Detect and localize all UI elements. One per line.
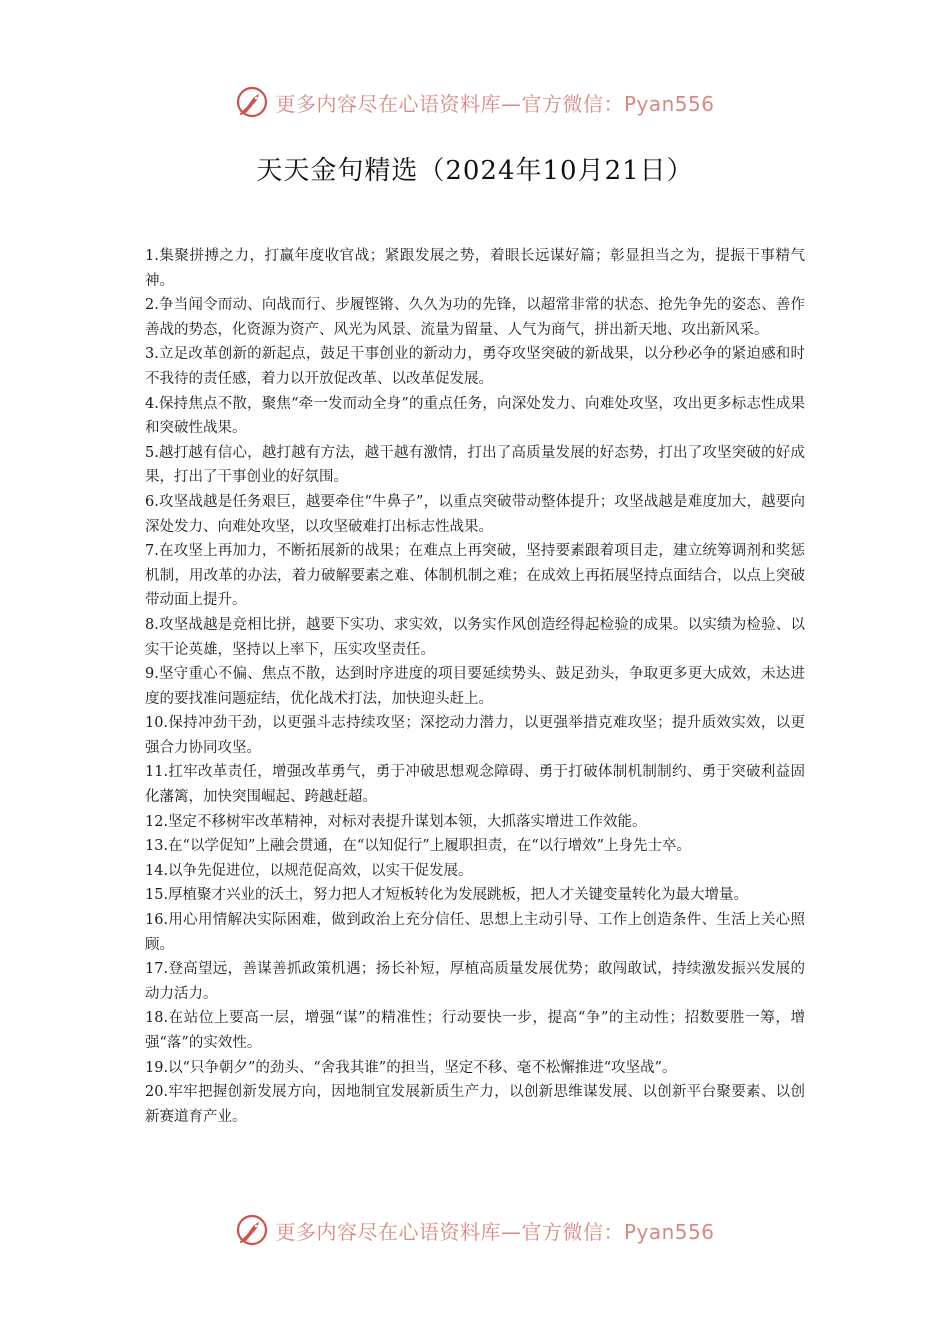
- list-item: 6.攻坚战越是任务艰巨，越要牵住“牛鼻子”，以重点突破带动整体提升；攻坚战越是难度加大，越要向深处发力、向难处攻坚，以攻坚破难打出标志性战果。: [145, 493, 805, 535]
- list-item: 16.用心用情解决实际困难，做到政治上充分信任、思想上主动引导、工作上创造条件、生活上关心照顾。: [145, 912, 805, 953]
- page-title: 天天金句精选（2024年10月21日）: [256, 156, 694, 186]
- list-item: 5.越打越有信心，越打越有方法，越干越有激情，打出了高质量发展的好态势，打出了攻坚突破的好成果，打出了干事创业的好氛围。: [145, 444, 805, 486]
- list-item: 20.牢牢把握创新发展方向，因地制宜发展新质生产力，以创新思维谋发展、以创新平台聚要素、以创新赛道育产业。: [145, 1084, 805, 1125]
- list-item: 9.坚守重心不偏、焦点不散，达到时序进度的项目要延续势头、鼓足劲头，争取更多更大成效，未达进度的要找准问题症结，优化战术打法，加快迎头赶上。: [145, 666, 805, 707]
- list-item: 18.在站位上要高一层，增强“谋”的精准性；行动要快一步，提高“争”的主动性；招数要胜一筹，增强“落”的实效性。: [145, 1010, 805, 1051]
- list-item: 2.争当闻令而动、向战而行、步履铿锵、久久为功的先锋，以超常非常的状态、抢先争先的姿态、善作善战的势态，化资源为资产、风光为风景、流量为留量、人气为商气，拼出新天地、攻出新风采。: [145, 297, 805, 338]
- list-item: 1.集聚拼搏之力，打赢年度收官战；紧跟发展之势，着眼长远谋好篇；彰显担当之为，提振干事精气神。: [145, 248, 805, 289]
- list-item: 17.登高望远，善谋善抓政策机遇；扬长补短，厚植高质量发展优势；敢闯敢试，持续激发振兴发展的动力活力。: [145, 961, 805, 1002]
- pen-nib-logo-icon: [235, 85, 269, 119]
- quote-list: [145, 244, 805, 1129]
- list-item: 7.在攻坚上再加力，不断拓展新的战果；在难点上再突破，坚持要素跟着项目走，建立统筹调剂和奖惩机制，用改革的办法，着力破解要素之难、体制机制之难；在成效上再拓展坚持点面结合，以点上突破带动面上提升。: [145, 543, 805, 609]
- list-item: 12.坚定不移树牢改革精神，对标对表提升谋划本领，大抓落实增进工作效能。: [145, 813, 647, 830]
- header-banner-text: 更多内容尽在心语资料库—官方微信：Pyan556: [275, 91, 715, 116]
- footer-banner: [0, 1210, 950, 1250]
- list-item: 4.保持焦点不散，聚焦“牵一发而动全身”的重点任务，向深处发力、向难处攻坚，攻出更多标志性成果和突破性战果。: [145, 395, 805, 437]
- list-item: 15.厚植聚才兴业的沃土，努力把人才短板转化为发展跳板，把人才关键变量转化为最大增量。: [145, 887, 749, 904]
- pen-nib-logo-icon: [235, 1213, 269, 1247]
- list-item: 11.扛牢改革责任，增强改革勇气，勇于冲破思想观念障碍、勇于打破体制机制制约、勇于突破利益固化藩篱，加快突围崛起、跨越赶超。: [145, 764, 805, 806]
- list-item: 19.以“只争朝夕”的劲头、“舍我其谁”的担当，坚定不移、毫不松懈推进“攻坚战”。: [145, 1059, 677, 1076]
- list-item: 8.攻坚战越是竞相比拼，越要下实功、求实效，以务实作风创造经得起检验的成果。以实绩为检验、以实干论英雄，坚持以上率下，压实攻坚责任。: [145, 616, 805, 658]
- list-item: 10.保持冲劲干劲，以更强斗志持续攻坚；深挖动力潜力，以更强举措克难攻坚；提升质效实效，以更强合力协同攻坚。: [145, 715, 805, 756]
- list-item: 3.立足改革创新的新起点，鼓足干事创业的新动力，勇夺攻坚突破的新战果，以分秒必争的紧迫感和时不我待的责任感，着力以开放促改革、以改革促发展。: [145, 346, 805, 387]
- list-item: 13.在“以学促知”上融会贯通，在“以知促行”上履职担责，在“以行增效”上身先士卒。: [145, 838, 692, 855]
- list-item: 14.以争先促进位，以规范促高效，以实干促发展。: [145, 862, 473, 879]
- footer-banner-text: 更多内容尽在心语资料库—官方微信：Pyan556: [275, 1219, 715, 1244]
- header-banner: [0, 82, 950, 122]
